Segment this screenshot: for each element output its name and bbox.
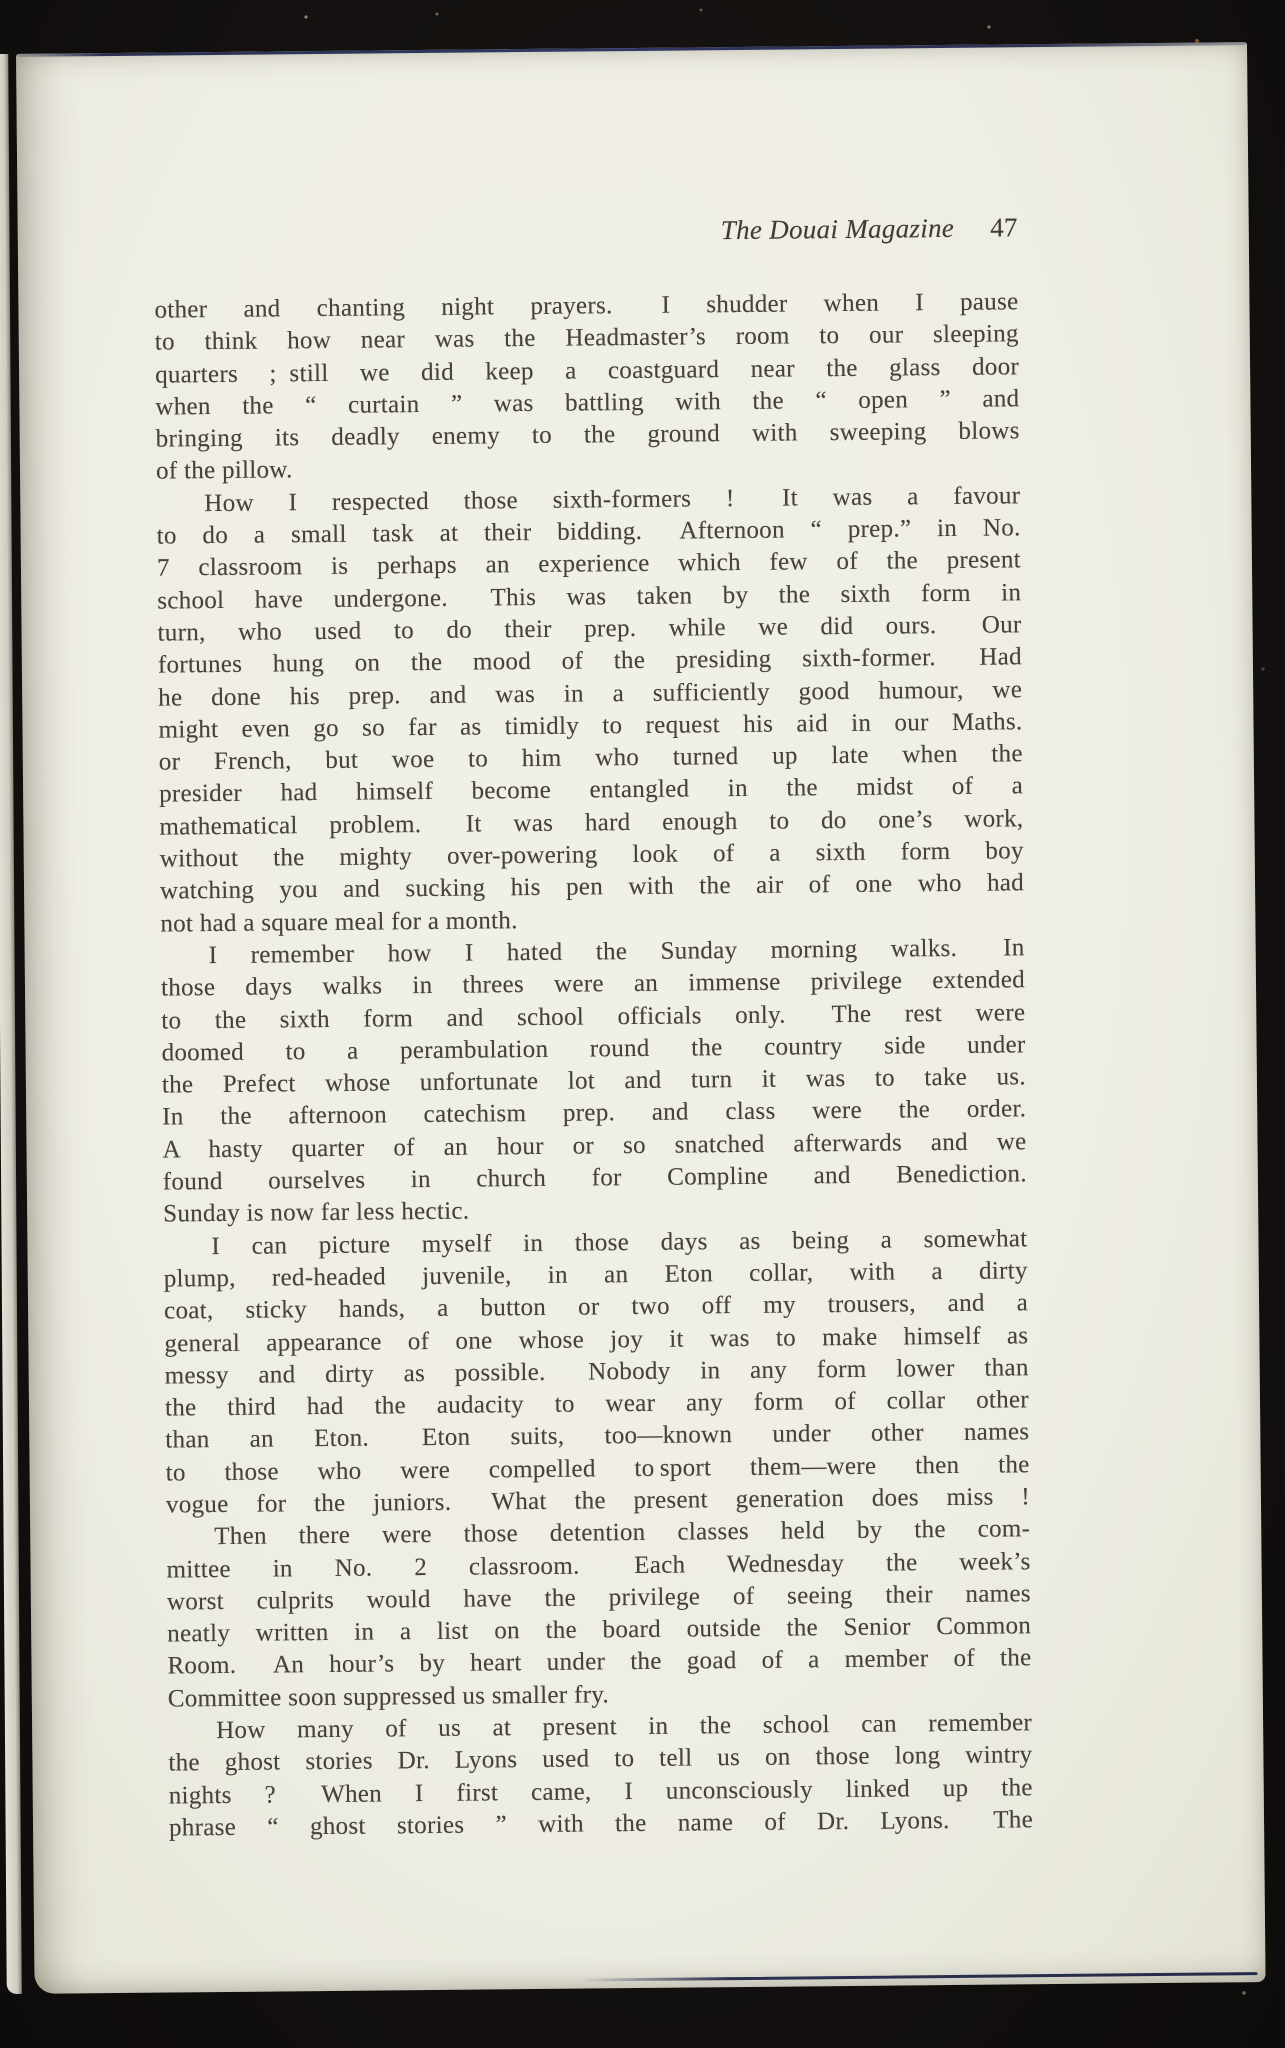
text-line: mathematical problem. It was hard enough to do one’s work,	[159, 805, 1024, 841]
text-line: might even go so far as timidly to request his aid in our Maths.	[158, 708, 1023, 744]
text-line: not had a square meal for a month.	[160, 906, 518, 938]
text-line: turn, who used to do their prep. while we did ours. Our	[157, 611, 1022, 647]
page-top-edge-line	[18, 42, 1245, 57]
paragraph	[154, 286, 1020, 488]
text-line: he done his prep. and was in a sufficiently good humour, we	[158, 675, 1023, 712]
text-line: other and chanting night prayers. I shudder when I pause	[154, 288, 1019, 324]
text-line: those days walks in threes were an immense privilege extended	[160, 966, 1026, 1002]
text-line: plump, red-headed juvenile, in an Eton collar, with a dirty	[163, 1257, 1028, 1293]
magazine-page	[16, 42, 1266, 1994]
text-line: doomed to a perambulation round the country side under	[161, 1031, 1026, 1067]
printed-area	[154, 212, 1034, 1844]
text-line: bringing its deadly enemy to the ground with sweeping blows	[155, 417, 1020, 453]
text-line: A hasty quarter of an hour or so snatched afterwards and we	[162, 1127, 1027, 1164]
text-line: the third had the audacity to wear any form of collar other	[164, 1386, 1030, 1422]
paragraph	[161, 932, 1028, 1231]
text-line: presider had himself become entangled in the midst of a	[159, 772, 1024, 809]
paragraph	[163, 1223, 1030, 1522]
paragraph	[168, 1707, 1033, 1844]
text-line: to the sixth form and school officials only. The rest were	[161, 998, 1026, 1035]
text-line: to do a small task at their bidding. Afternoon “ prep.” in No.	[156, 514, 1021, 550]
text-line: found ourselves in church for Compline and Benediction.	[162, 1160, 1027, 1196]
text-line: the Prefect whose unfortunate lot and turn it was to take us.	[161, 1063, 1027, 1099]
text-line: the ghost stories Dr. Lyons used to tell us on those long wintry	[168, 1741, 1033, 1777]
paragraph	[166, 1514, 1032, 1716]
text-line: Room. An hour’s by heart under the goad of a member of the	[167, 1644, 1032, 1680]
text-line: to think how near was the Headmaster’s room to our sleeping	[154, 320, 1019, 356]
running-header	[154, 212, 1018, 250]
page-body	[154, 286, 1033, 1844]
paragraph	[156, 480, 1024, 940]
page-bottom-edge-line	[580, 1972, 1257, 1981]
text-line: worst culprits would have the privilege of seeing their names	[166, 1580, 1031, 1616]
text-line: mittee in No. 2 classroom. Each Wednesday the week’s	[166, 1547, 1031, 1584]
text-line: In the afternoon catechism prep. and class were the order.	[162, 1095, 1027, 1131]
text-line: messy and dirty as possible. Nobody in any form lower than	[164, 1354, 1029, 1390]
text-line: vogue for the juniors. What the present generation does miss !	[165, 1483, 1031, 1519]
text-line: school have undergone. This was taken by the sixth form in	[157, 578, 1022, 615]
text-line: coat, sticky hands, a button or two off my trousers, and a	[163, 1289, 1029, 1325]
text-line: Committee soon suppressed us smaller fry.	[167, 1681, 610, 1713]
text-line: neatly written in a list on the board outside the Senior Common	[167, 1612, 1032, 1648]
text-line: How many of us at present in the school can remember	[216, 1709, 1033, 1745]
text-line: phrase “ ghost stories ” with the name of Dr. Lyons. The	[168, 1806, 1034, 1842]
text-line: without the mighty over-powering look of a sixth form boy	[159, 837, 1024, 873]
text-line: general appearance of one whose joy it was to make himself as	[164, 1321, 1029, 1358]
text-line: watching you and sucking his pen with the air of one who had	[159, 869, 1025, 905]
text-line: quarters ; still we did keep a coastguard near the glass door	[154, 352, 1020, 389]
text-line: Then there were those detention classes held by the com-	[214, 1515, 1031, 1551]
dust-specks	[0, 0, 2, 2]
header-title: The Douai Magazine	[720, 212, 955, 246]
text-line: of the pillow.	[155, 456, 293, 486]
text-line: fortunes hung on the mood of the presiding sixth-former. Had	[157, 643, 1022, 679]
text-line: nights ? When I first came, I unconsciously linked up the	[168, 1773, 1033, 1810]
header-page-number: 47	[989, 212, 1018, 243]
text-line: than an Eton. Eton suits, too—known under other names	[165, 1418, 1030, 1454]
text-line: I can picture myself in those days as being a somewhat	[211, 1224, 1028, 1260]
text-line: to those who were compelled to sport them—were then the	[165, 1450, 1030, 1487]
text-line: How I respected those sixth-formers ! It was a favour	[204, 482, 1021, 517]
text-line: or French, but woe to him who turned up late when the	[158, 740, 1023, 776]
text-line: 7 classroom is perhaps an experience which few of the present	[156, 546, 1022, 582]
text-line: when the “ curtain ” was battling with the “ open ” and	[155, 385, 1020, 421]
text-line: Sunday is now far less hectic.	[163, 1197, 470, 1228]
text-line: I remember how I hated the Sunday morning walks. In	[208, 934, 1025, 970]
